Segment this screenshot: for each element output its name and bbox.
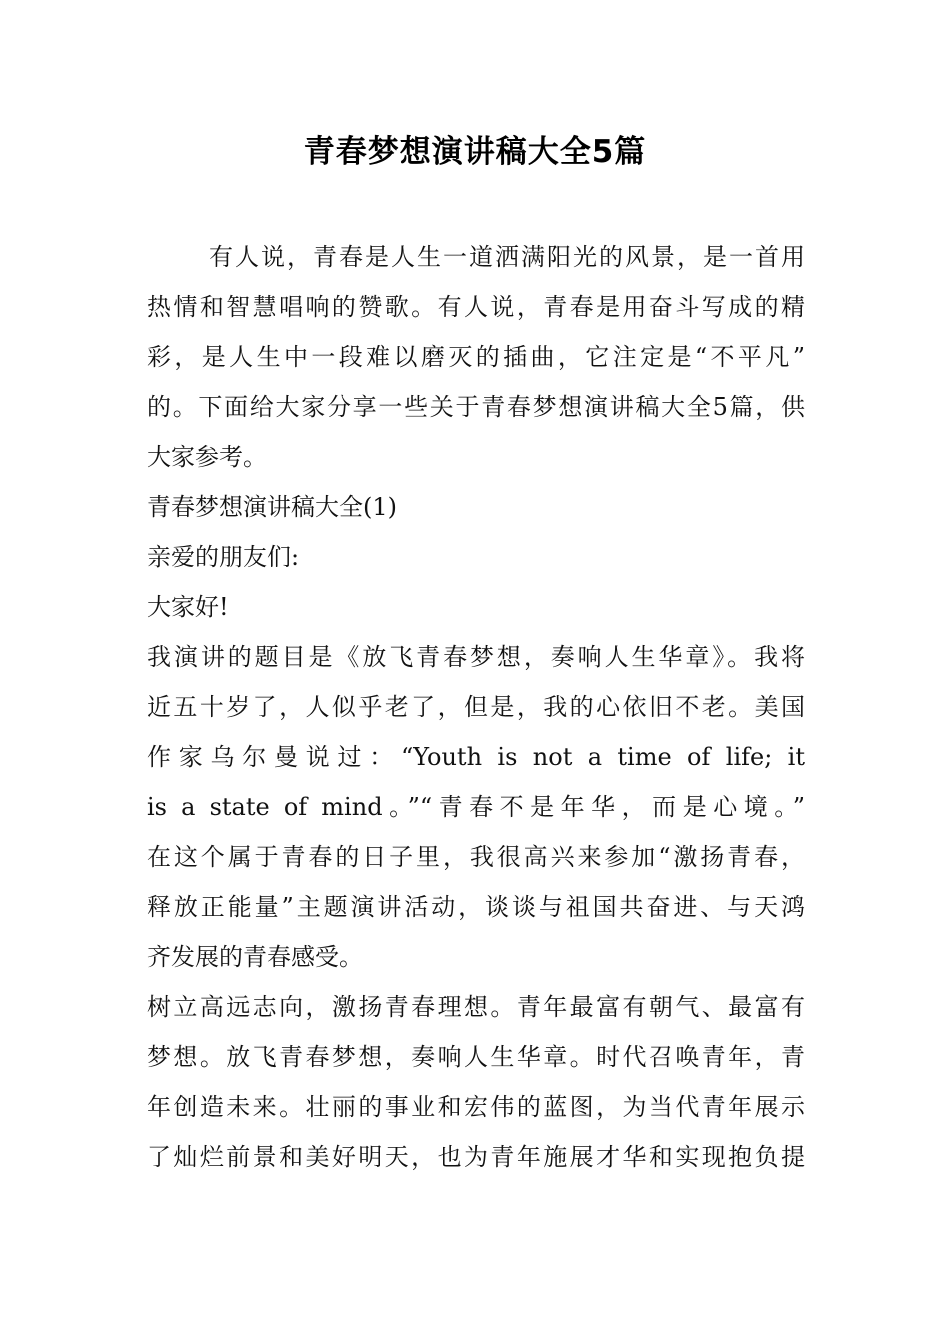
text-line: 热情和智慧唱响的赞歌。有人说，青春是用奋斗写成的精 xyxy=(147,293,805,321)
text-line: 在这个属于青春的日子里，我很高兴来参加“激扬青春， xyxy=(147,843,805,871)
text-line: 树立高远志向，激扬青春理想。青年最富有朝气、最富有 xyxy=(147,993,805,1021)
section-heading: 青春梦想演讲稿大全(1) xyxy=(147,493,397,521)
text-line: 梦想。放飞青春梦想，奏响人生华章。时代召唤青年，青 xyxy=(147,1043,805,1071)
text-line: 释放正能量”主题演讲活动，谈谈与祖国共奋进、与天鸿 xyxy=(147,893,805,921)
text-line: 我演讲的题目是《放飞青春梦想，奏响人生华章》。我将 xyxy=(147,643,805,671)
document-body xyxy=(147,232,805,1182)
salutation: 亲爱的朋友们: xyxy=(147,543,300,571)
text-line: 近五十岁了，人似乎老了，但是，我的心依旧不老。美国 xyxy=(147,693,805,721)
greeting: 大家好! xyxy=(147,593,229,621)
text-line: 彩，是人生中一段难以磨灭的插曲，它注定是“不平凡” xyxy=(147,343,805,371)
text-line: 年创造未来。壮丽的事业和宏伟的蓝图，为当代青年展示 xyxy=(147,1093,805,1121)
text-line: 了灿烂前景和美好明天，也为青年施展才华和实现抱负提 xyxy=(147,1143,805,1171)
document-title: 青春梦想演讲稿大全5篇 xyxy=(303,134,647,170)
text-line: is a state of mind。”“青春不是年华，而是心境。” xyxy=(147,793,805,821)
text-line: 齐发展的青春感受。 xyxy=(147,943,363,971)
text-line: 大家参考。 xyxy=(147,443,267,471)
text-line: 有人说，青春是人生一道洒满阳光的风景，是一首用 xyxy=(209,243,805,271)
text-line: 的。下面给大家分享一些关于青春梦想演讲稿大全5篇，供 xyxy=(147,393,805,421)
text-line: 作家乌尔曼说过：“Youth is not a time of life; it xyxy=(147,743,805,771)
